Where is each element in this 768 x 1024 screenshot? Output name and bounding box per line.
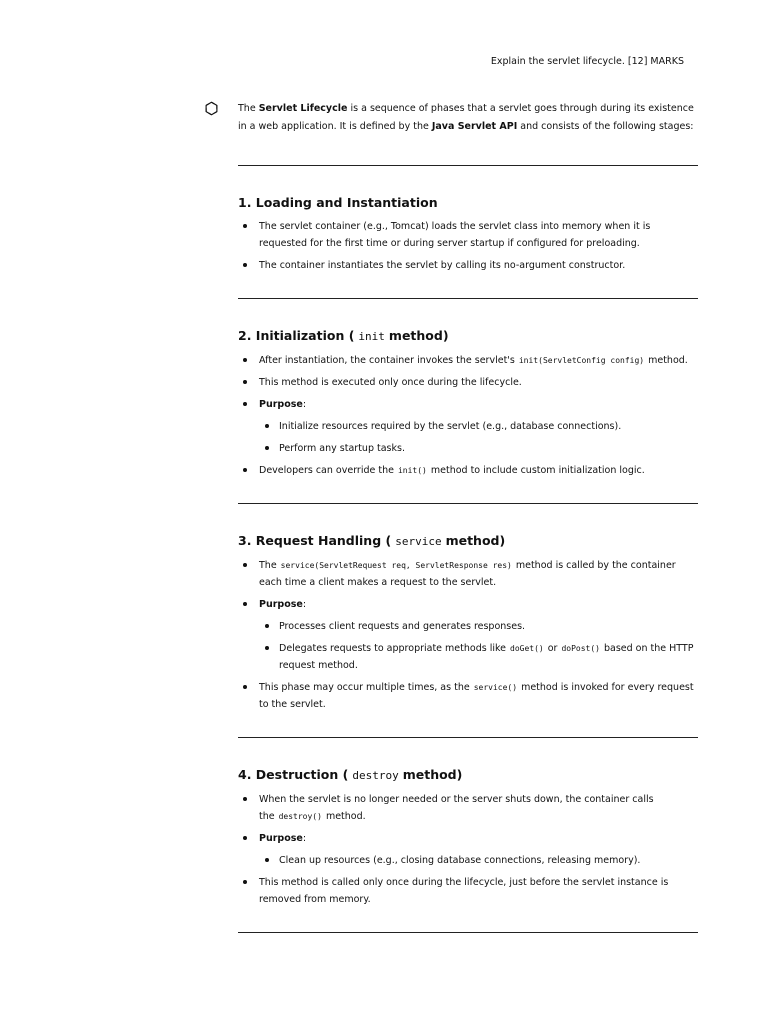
list-item [238, 462, 698, 479]
heading-text: 2. Initialization ( [238, 328, 355, 343]
item-text: Developers can override the [259, 465, 394, 476]
item-text: This phase may occur multiple times, as the [259, 682, 470, 693]
item-text: or [547, 643, 558, 654]
intro-bold-term: Java Servlet API [431, 121, 518, 132]
section-heading-loading: 1. Loading and Instantiation [238, 195, 438, 210]
section-heading-request-handling [238, 533, 698, 550]
list-item [238, 352, 698, 369]
item-text: based on the HTTP request method. [279, 643, 694, 671]
inline-code: init() [397, 466, 427, 475]
section-divider [238, 737, 698, 738]
heading-code: init [358, 330, 385, 343]
intro-text: is a sequence of phases that a servlet goes through during its existence in a web application. It is defined by the [238, 103, 694, 132]
list-item [238, 791, 698, 825]
bullet-list [238, 791, 698, 908]
sub-bullet-list [259, 618, 698, 674]
purpose-label: Purpose [259, 599, 303, 610]
heading-text: 3. Request Handling ( [238, 533, 392, 548]
chatgpt-logo-icon [203, 100, 220, 117]
item-text: The [259, 560, 277, 571]
bullet-list [238, 352, 698, 479]
section-heading-initialization [238, 328, 698, 345]
inline-code: service(ServletRequest req, ServletResponse res) [280, 561, 512, 570]
item-text: : [302, 399, 307, 410]
section-divider [238, 932, 698, 933]
list-item [238, 596, 698, 674]
item-text: method is invoked for every request to the servlet. [259, 682, 694, 710]
sub-list-item: Perform any startup tasks. [259, 440, 698, 457]
section-divider [238, 503, 698, 504]
list-item [238, 396, 698, 457]
section-divider [238, 165, 698, 166]
sub-list-item: Clean up resources (e.g., closing database connections, releasing memory). [259, 852, 698, 869]
intro-bold-term: Servlet Lifecycle [258, 103, 348, 114]
inline-code: destroy() [278, 812, 322, 821]
bullet-list [238, 218, 698, 274]
item-text: Delegates requests to appropriate methods like [279, 643, 506, 654]
heading-text: 4. Destruction ( [238, 767, 349, 782]
item-text: : [302, 599, 307, 610]
intro-paragraph [238, 100, 698, 136]
item-text: method is called by the container each time a client makes a request to the servlet. [259, 560, 676, 588]
sub-list-item [259, 640, 698, 674]
item-text: method. [648, 355, 688, 366]
list-item: This method is executed only once during the lifecycle. [238, 374, 698, 391]
list-item: The servlet container (e.g., Tomcat) loads the servlet class into memory when it is requested for the first time or during server startup if configured for preloading. [238, 218, 698, 252]
assistant-answer [238, 100, 698, 933]
sub-list-item: Initialize resources required by the servlet (e.g., database connections). [259, 418, 698, 435]
section-divider [238, 298, 698, 299]
bullet-list [238, 557, 698, 713]
item-text: : [302, 833, 307, 844]
list-item: This method is called only once during the lifecycle, just before the servlet instance is removed from memory. [238, 874, 698, 908]
inline-code: init(ServletConfig config) [518, 356, 645, 365]
list-item: The container instantiates the servlet by calling its no-argument constructor. [238, 257, 698, 274]
list-item [238, 830, 698, 869]
intro-text: The [238, 103, 259, 114]
heading-code: destroy [352, 769, 399, 782]
heading-text: method) [445, 533, 506, 548]
item-text: method to include custom initialization logic. [430, 465, 645, 476]
sub-bullet-list [259, 852, 698, 869]
list-item [238, 557, 698, 591]
item-text: When the servlet is no longer needed or the server shuts down, the container calls the [259, 794, 654, 822]
sub-bullet-list [259, 418, 698, 457]
user-question: Explain the servlet lifecycle. [12] MARKS [490, 56, 684, 67]
heading-text: method) [402, 767, 463, 782]
section-heading-destruction [238, 767, 698, 784]
purpose-label: Purpose [259, 833, 303, 844]
list-item [238, 679, 698, 713]
purpose-label: Purpose [259, 399, 303, 410]
intro-text: and consists of the following stages: [517, 121, 694, 132]
heading-text: method) [388, 328, 449, 343]
item-text: After instantiation, the container invokes the servlet's [259, 355, 515, 366]
item-text: method. [325, 811, 366, 822]
inline-code: doGet() [510, 644, 544, 653]
heading-code: service [395, 535, 442, 548]
sub-list-item: Processes client requests and generates responses. [259, 618, 698, 635]
inline-code: service() [473, 683, 518, 692]
inline-code: doPost() [561, 644, 600, 653]
